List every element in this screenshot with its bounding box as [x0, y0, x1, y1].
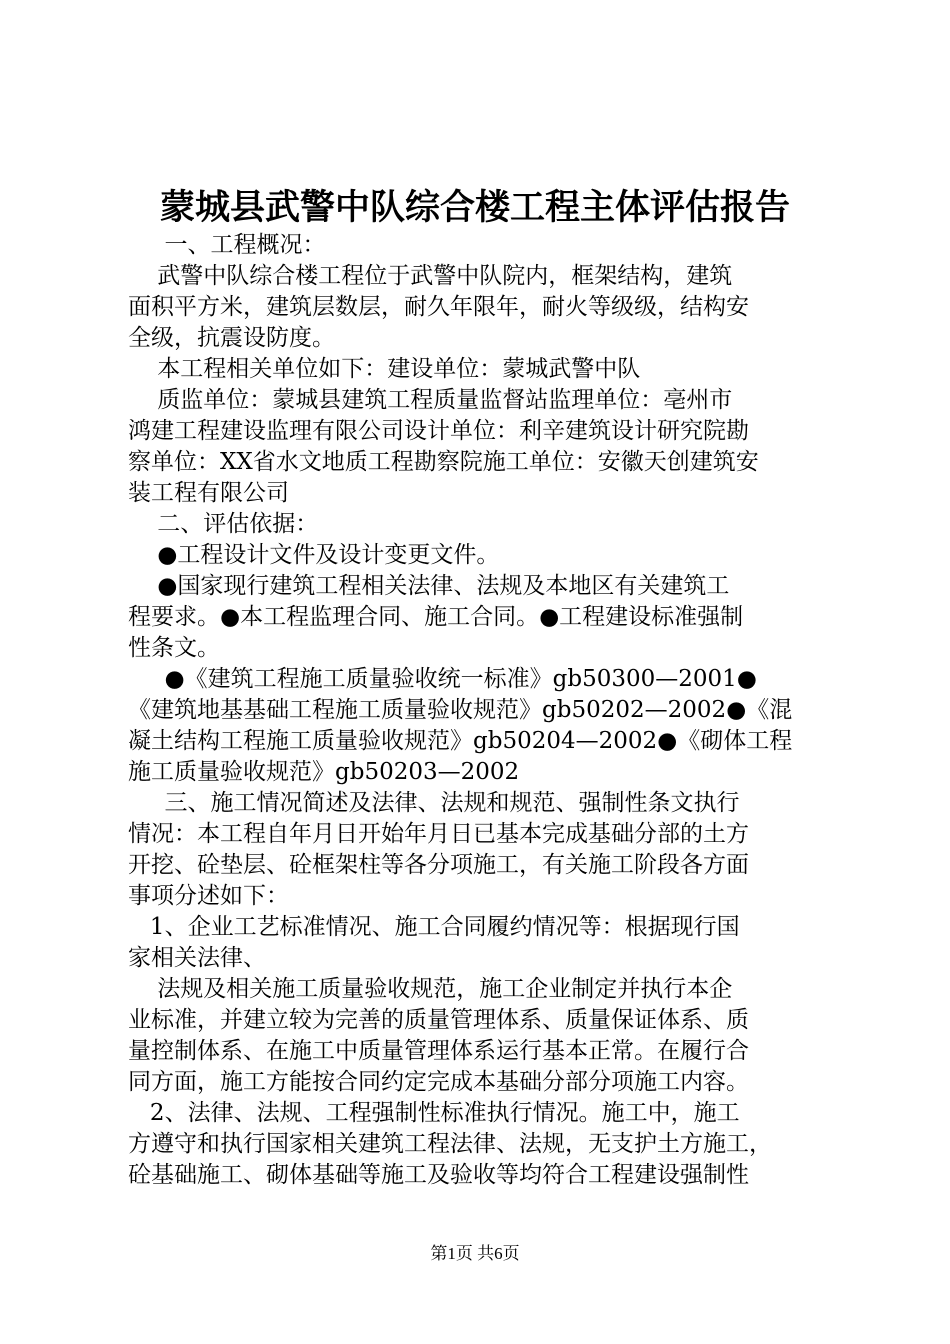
text-line: 家相关法律、 — [128, 945, 266, 971]
text-line: ●《建筑工程施工质量验收统一标准》gb50300—2001● — [128, 666, 757, 692]
text-line: 本工程相关单位如下：建设单位：蒙城武警中队 — [128, 356, 641, 382]
text-line: 《建筑地基基础工程施工质量验收规范》gb50202—2002●《混 — [128, 697, 793, 723]
text-line: 二、评估依据： — [128, 511, 319, 537]
text-line: 察单位：XX省水文地质工程勘察院施工单位：安徽天创建筑安 — [128, 449, 759, 475]
text-line: ●工程设计文件及设计变更文件。 — [128, 542, 500, 568]
text-line: 面积平方米，建筑层数层，耐久年限年，耐火等级级，结构安 — [128, 294, 749, 320]
text-line: 全级，抗震设防度。 — [128, 325, 335, 351]
page-number: 第1页 共6页 — [430, 1244, 520, 1263]
text-line: ●国家现行建筑工程相关法律、法规及本地区有关建筑工 — [128, 573, 730, 599]
text-line: 同方面，施工方能按合同约定完成本基础分部分项施工内容。 — [128, 1069, 749, 1095]
text-line: 2、法律、法规、工程强制性标准执行情况。施工中，施工 — [128, 1100, 740, 1126]
text-line: 业标准，并建立较为完善的质量管理体系、质量保证体系、质 — [128, 1007, 749, 1033]
text-line: 质监单位：蒙城县建筑工程质量监督站监理单位：亳州市 — [128, 387, 733, 413]
text-line: 砼基础施工、砌体基础等施工及验收等均符合工程建设强制性 — [128, 1162, 749, 1188]
text-line: 程要求。●本工程监理合同、施工合同。●工程建设标准强制 — [128, 604, 744, 630]
text-line: 法规及相关施工质量验收规范，施工企业制定并执行本企 — [128, 976, 733, 1002]
text-line: 方遵守和执行国家相关建筑工程法律、法规，无支护土方施工， — [128, 1131, 772, 1157]
text-line: 性条文。 — [128, 635, 220, 661]
page-title: 蒙城县武警中队综合楼工程主体评估报告 — [159, 187, 790, 228]
document-body — [128, 230, 832, 1191]
text-line: 鸿建工程建设监理有限公司设计单位：利辛建筑设计研究院勘 — [128, 418, 749, 444]
text-line: 武警中队综合楼工程位于武警中队院内，框架结构，建筑 — [128, 263, 733, 289]
text-line: 装工程有限公司 — [128, 480, 289, 506]
text-line: 开挖、砼垫层、砼框架柱等各分项施工，有关施工阶段各方面 — [128, 852, 749, 878]
text-line: 凝土结构工程施工质量验收规范》gb50204—2002●《砌体工程 — [128, 728, 793, 754]
text-line: 施工质量验收规范》gb50203—2002 — [128, 759, 520, 785]
text-line: 1、企业工艺标准情况、施工合同履约情况等：根据现行国 — [128, 914, 740, 940]
page-footer — [0, 1242, 950, 1266]
text-line: 量控制体系、在施工中质量管理体系运行基本正常。在履行合 — [128, 1038, 749, 1064]
text-line: 事项分述如下： — [128, 883, 289, 909]
text-line: 情况：本工程自年月日开始年月日已基本完成基础分部的土方 — [128, 821, 749, 847]
text-line: 一、工程概况： — [128, 232, 326, 258]
text-line: 三、施工情况简述及法律、法规和规范、强制性条文执行 — [128, 790, 740, 816]
